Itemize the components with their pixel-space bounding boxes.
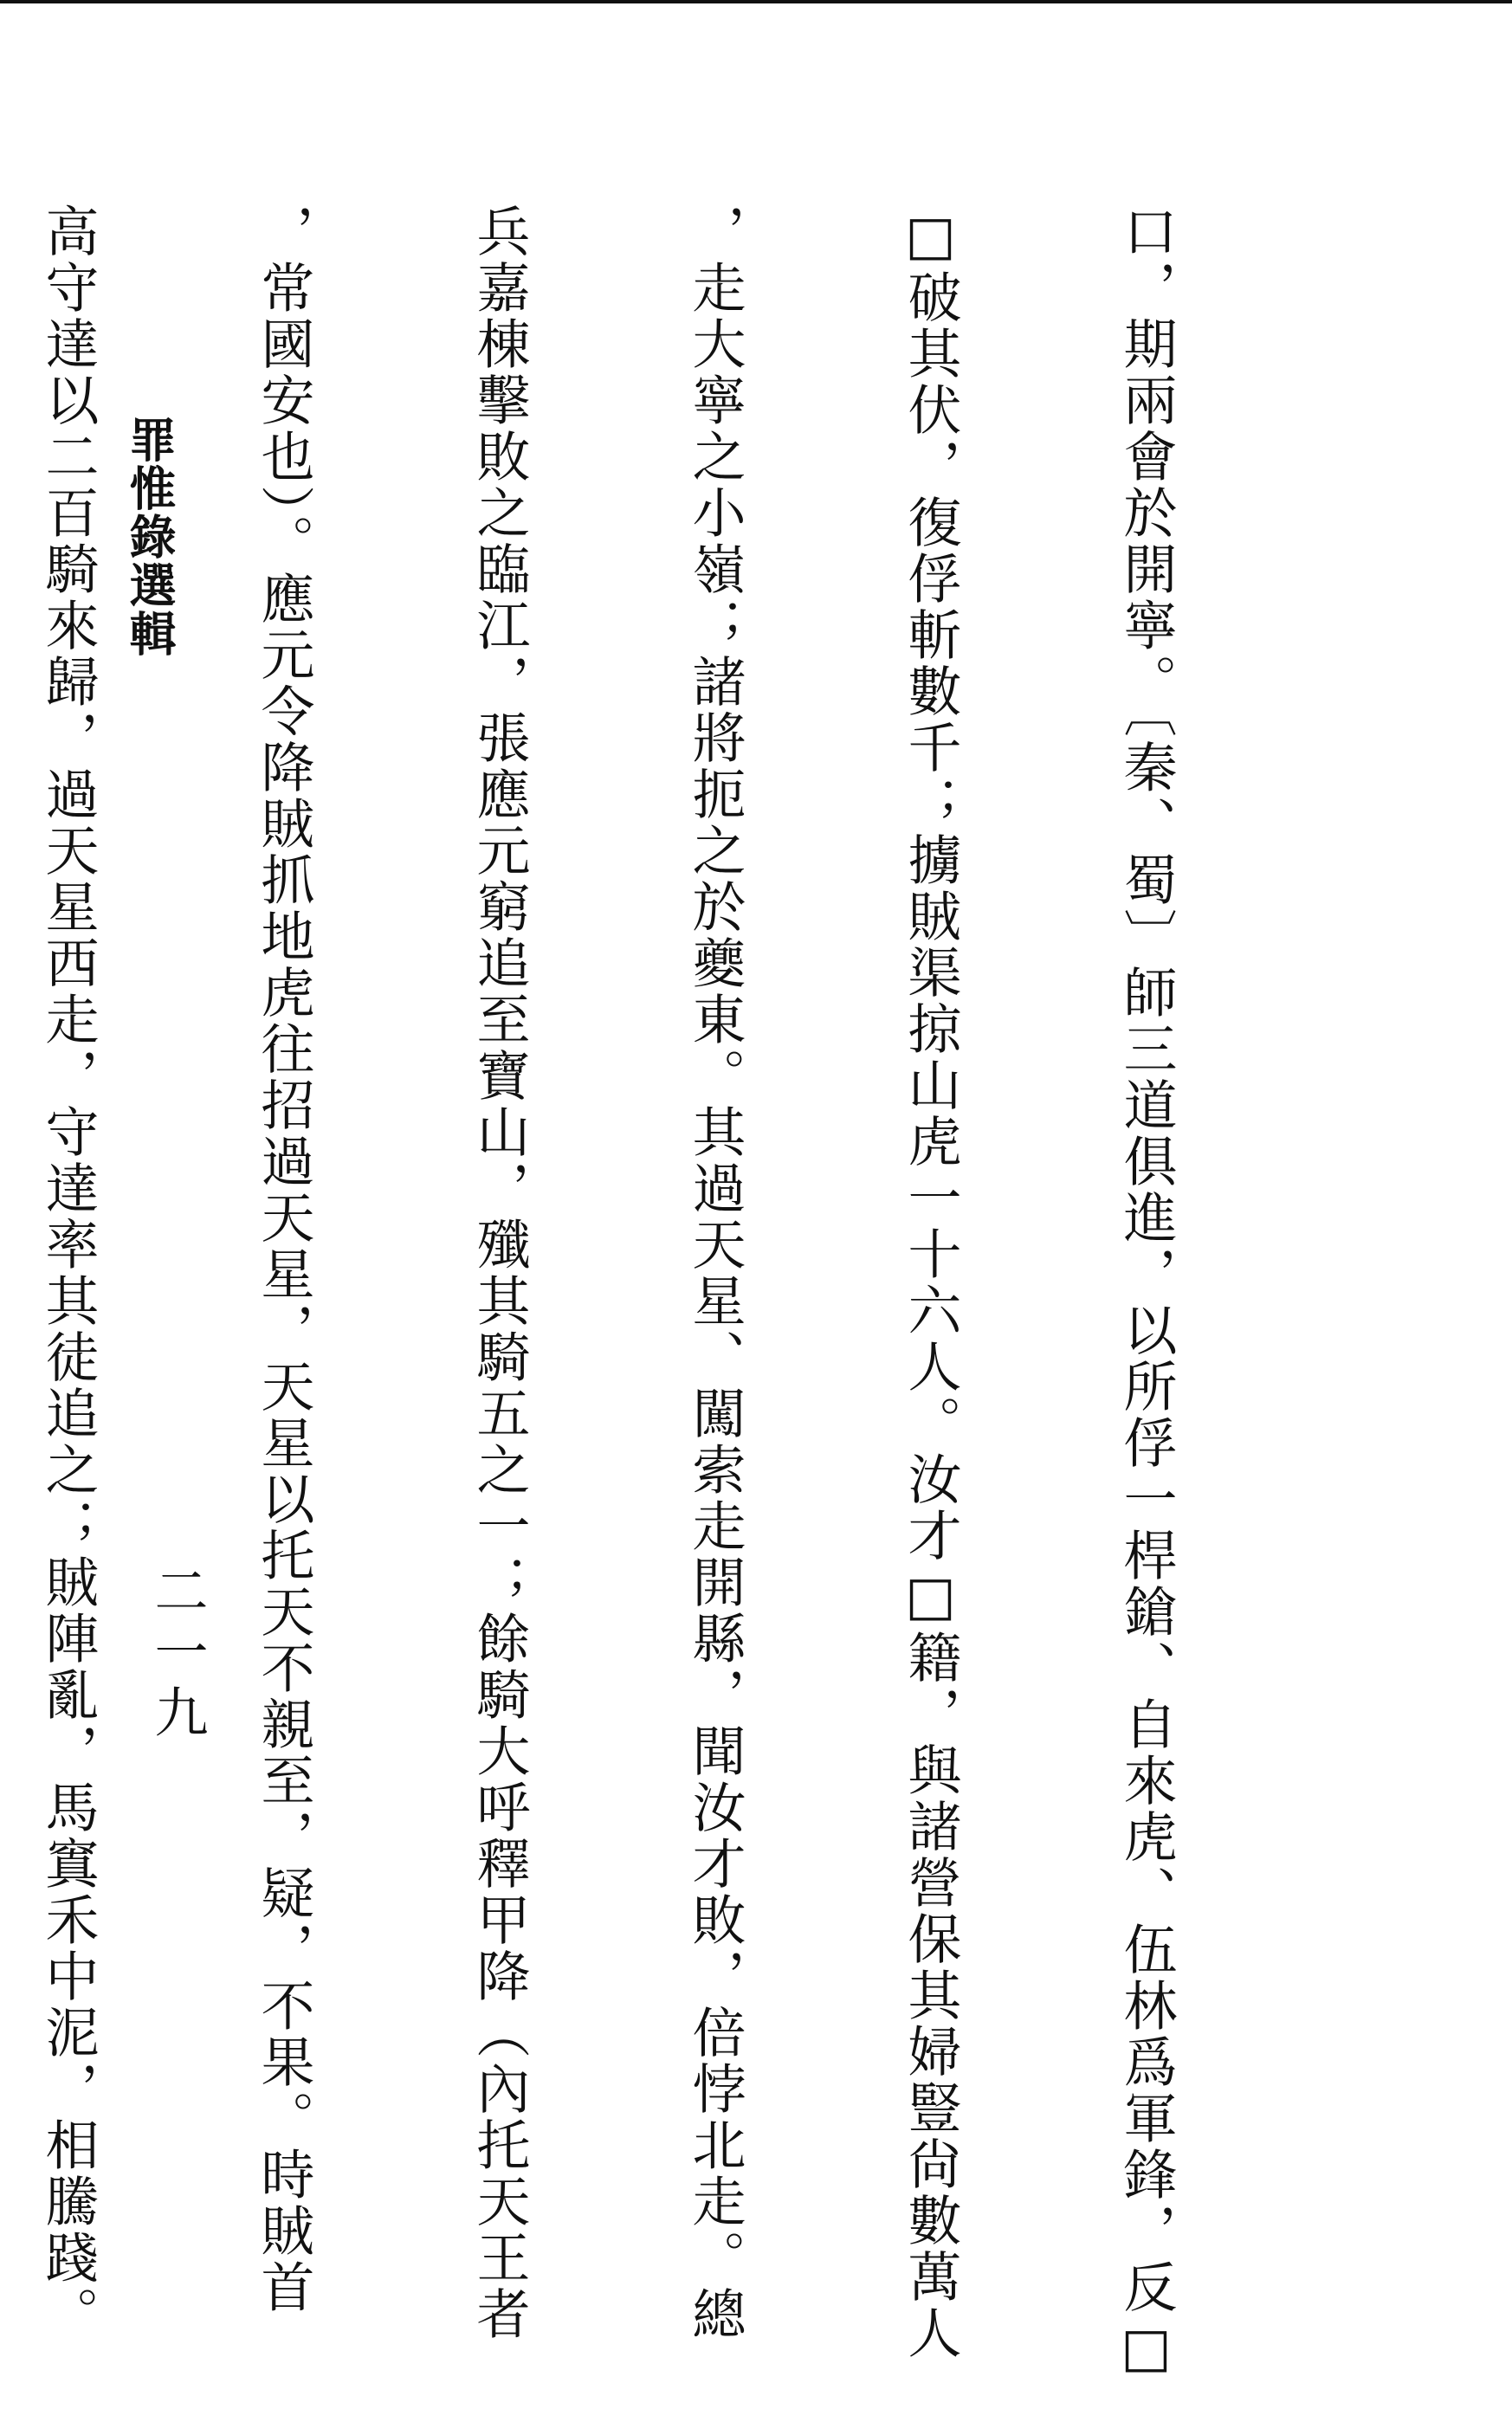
- text-column: 口，期兩會於開寧。〔秦、蜀〕師三道俱進，以所俘一桿鎗、自來虎、伍林爲軍鋒，反□: [1115, 203, 1178, 2381]
- text-column: 高守達以二百騎來歸，過天星西走，守達率其徒追之；賊陣亂，馬窴禾中泥，相騰踐。: [36, 203, 100, 2342]
- text-column: □破其伏，復俘斬數千；擄賊渠掠山虎一十六人。汝才□籍，與諸營保其婦豎尙數萬人: [899, 203, 962, 2361]
- body-text: [0, 203, 1326, 2381]
- text-column: ，常國安也）。應元令降賊抓地虎往招過天星，天星以托天不親至，疑，不果。時賊首: [252, 203, 315, 2315]
- top-border: [0, 0, 1512, 3]
- page-number: 二一九: [145, 1563, 209, 1745]
- text-column: 兵嘉棟擊敗之臨江，張應元窮追至寶山，殲其騎五之一；餘騎大呼釋甲降（內托天王者: [468, 203, 531, 2342]
- book-title: 罪惟錄選輯: [122, 416, 178, 658]
- text-column: ，走大寧之小嶺；諸將扼之於夔東。其過天星、闖索走開縣，聞汝才敗，倍悖北走。總: [683, 203, 746, 2342]
